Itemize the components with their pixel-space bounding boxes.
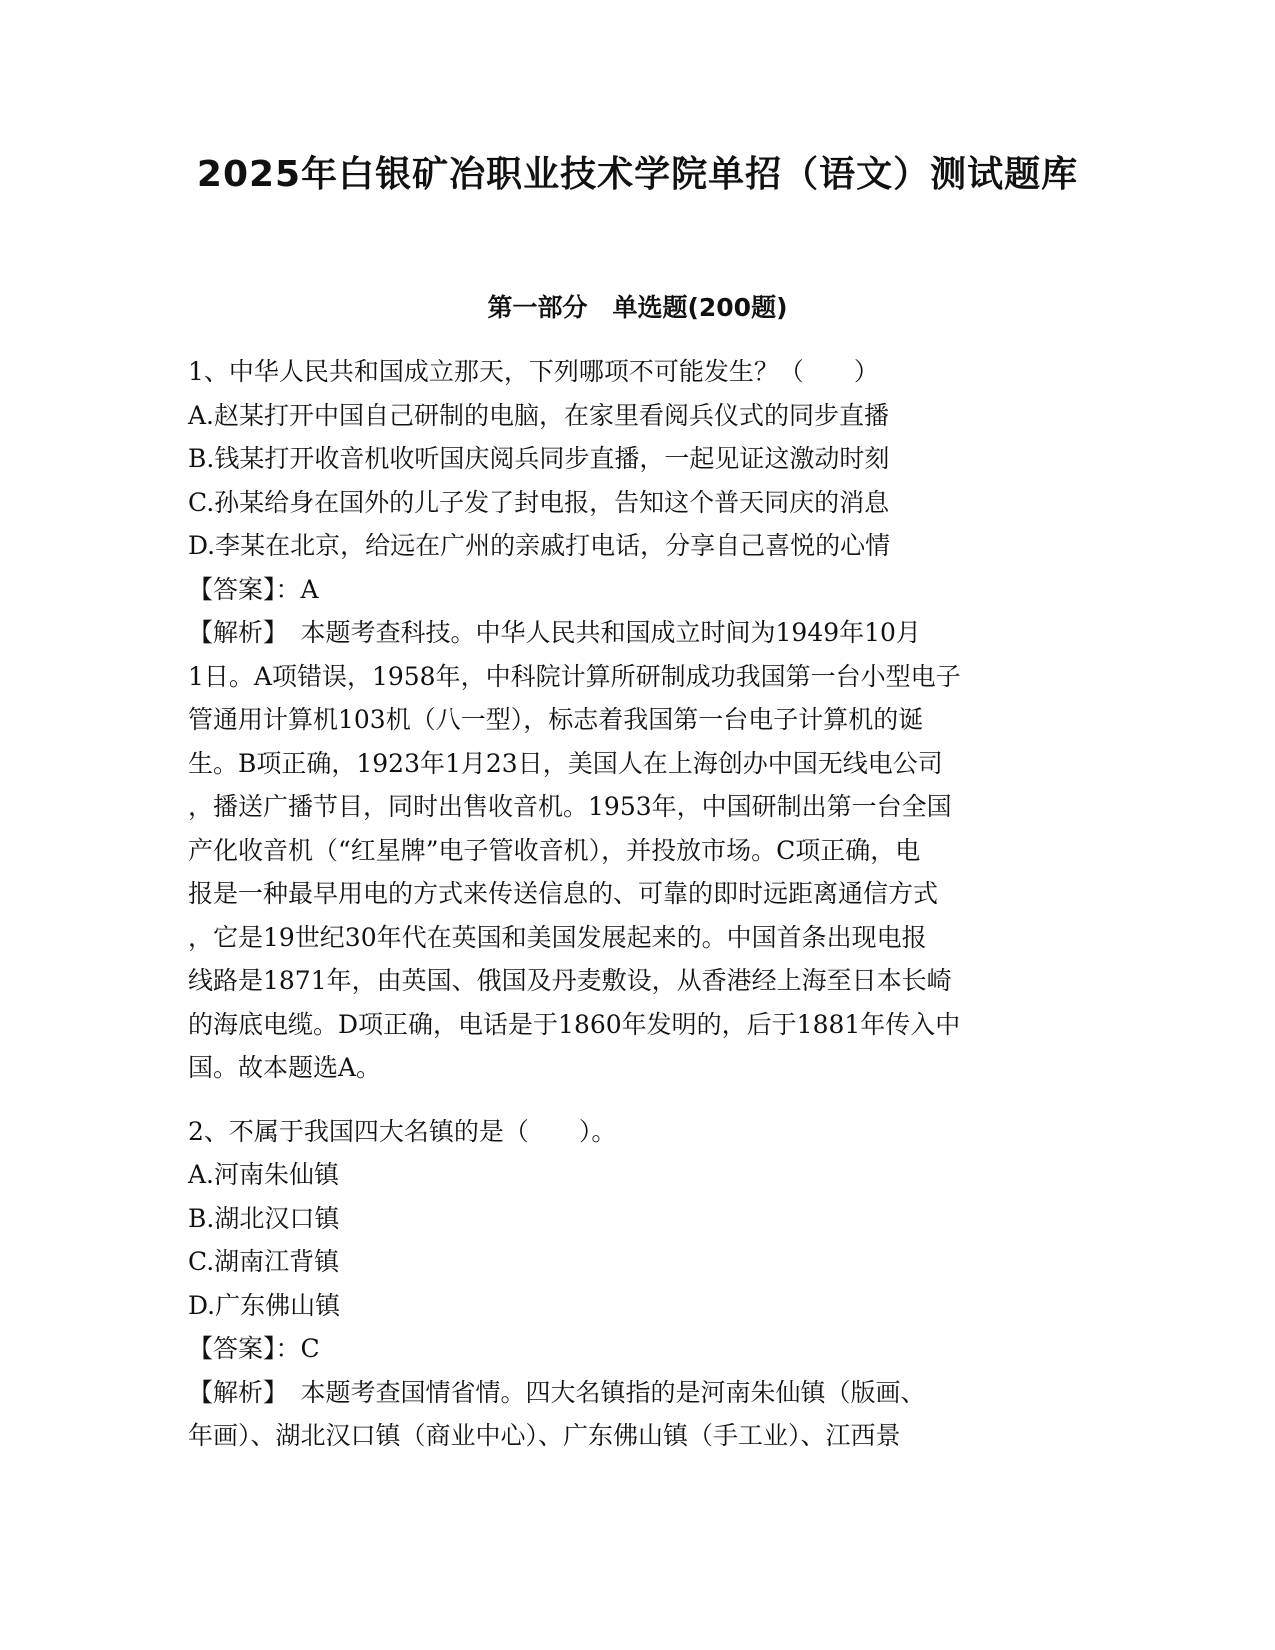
answer-line <box>188 568 1088 612</box>
explanation-label: 【解析】 <box>188 1377 276 1407</box>
document-title: 2025年白银矿冶职业技术学院单招（语文）测试题库 <box>196 154 1079 195</box>
question-1 <box>188 350 1088 1090</box>
option-a: A.赵某打开中国自己研制的电脑，在家里看阅兵仪式的同步直播 <box>188 400 890 430</box>
option-d: D.广东佛山镇 <box>188 1290 341 1320</box>
explanation-label: 【解析】 <box>188 618 276 647</box>
explanation-line: 1日。A项错误，1958年，中科院计算所研制成功我国第一台小型电子 <box>188 661 961 691</box>
explanation-line <box>188 1371 1088 1415</box>
explanation-line <box>188 611 1088 655</box>
explanation-line: 线路是1871年，由英国、俄国及丹麦敷设，从香港经上海至日本长崎 <box>188 966 952 995</box>
answer-label: 【答案】： <box>188 574 301 604</box>
explanation-line: ，播送广播节目，同时出售收音机。1953年，中国研制出第一台全国 <box>188 792 952 821</box>
option-b: B.湖北汉口镇 <box>188 1203 340 1233</box>
option-b: B.钱某打开收音机收听国庆阅兵同步直播，一起见证这激动时刻 <box>188 444 890 473</box>
explanation-text: 本题考查科技。中华人民共和国成立时间为1949年10月 <box>275 618 921 647</box>
explanation-line: 管通用计算机103机（八一型），标志着我国第一台电子计算机的诞 <box>188 705 924 734</box>
answer-value: C <box>300 1334 320 1363</box>
section-title: 第一部分 单选题(200题) <box>487 293 788 322</box>
option-a: A.河南朱仙镇 <box>188 1160 340 1189</box>
question-spacer <box>188 1090 1088 1110</box>
explanation-line: 年画）、湖北汉口镇（商业中心）、广东佛山镇（手工业）、江西景 <box>188 1421 901 1450</box>
explanation-line: 报是一种最早用电的方式来传送信息的、可靠的即时远距离通信方式 <box>188 879 939 908</box>
option-d: D.李某在北京，给远在广州的亲戚打电话，分享自己喜悦的心情 <box>188 531 891 560</box>
explanation-text: 本题考查国情省情。四大名镇指的是河南朱仙镇（版画、 <box>275 1377 926 1407</box>
explanation-line: 国。故本题选A。 <box>188 1053 382 1082</box>
explanation-line: 的海底电缆。D项正确，电话是于1860年发明的，后于1881年传入中 <box>188 1009 961 1039</box>
question-2 <box>188 1110 1088 1458</box>
question-list <box>188 350 1088 1458</box>
option-c: C.湖南江背镇 <box>188 1247 340 1276</box>
explanation-line: ，它是19世纪30年代在英国和美国发展起来的。中国首条出现电报 <box>188 922 927 952</box>
question-stem: 2、不属于我国四大名镇的是（ ）。 <box>188 1116 617 1146</box>
question-stem: 1、中华人民共和国成立那天，下列哪项不可能发生？（ ） <box>188 357 879 386</box>
answer-label: 【答案】： <box>188 1334 301 1363</box>
option-c: C.孙某给身在国外的儿子发了封电报，告知这个普天同庆的消息 <box>188 487 890 517</box>
answer-value: A <box>300 574 319 604</box>
answer-line <box>188 1327 1088 1371</box>
explanation-line: 产化收音机（“红星牌”电子管收音机），并投放市场。C项正确，电 <box>188 835 921 865</box>
explanation-line: 生。B项正确，1923年1月23日，美国人在上海创办中国无线电公司 <box>188 748 943 778</box>
